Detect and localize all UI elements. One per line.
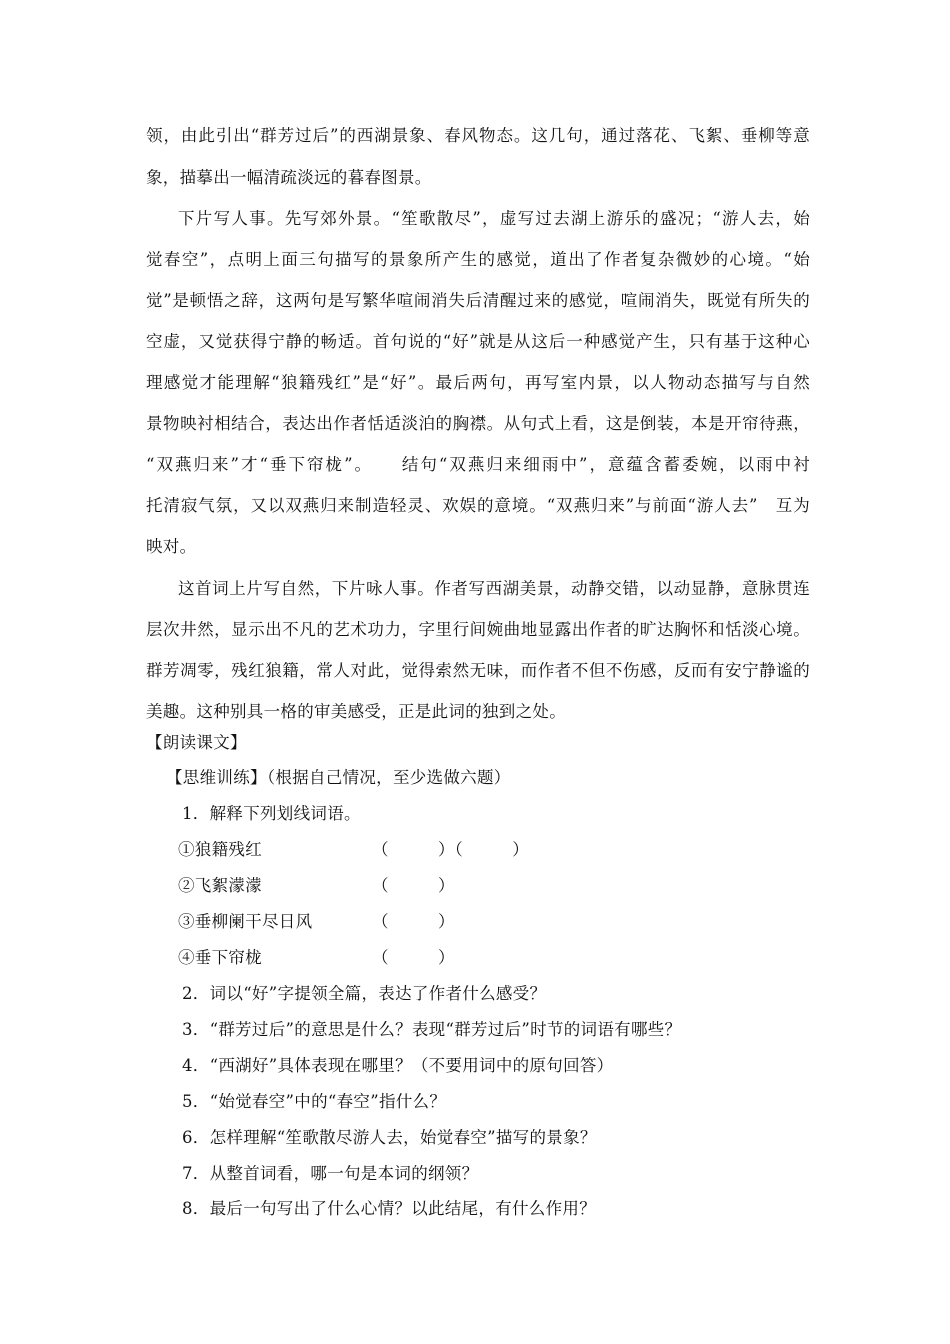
- vocab-item-label: ③垂柳阑干尽日风: [178, 912, 313, 931]
- answer-blank: （ ）（ ）: [372, 840, 529, 859]
- question-4: 4．“西湖好”具体表现在哪里？（不要用词中的原句回答）: [182, 1056, 614, 1075]
- paragraph-line: 映对。: [146, 537, 197, 556]
- answer-blank: （ ）: [372, 912, 455, 931]
- section-think-note: （根据自己情况，至少选做六题）: [266, 768, 511, 787]
- paragraph-line: 象，描摹出一幅清疏淡远的暮春图景。: [146, 168, 432, 187]
- section-think-title: 【思维训练】: [166, 768, 267, 787]
- vocab-item-label: ①狼籍残红: [178, 840, 262, 859]
- section-heading-think: [166, 766, 830, 790]
- question-6: 6．怎样理解“笙歌散尽游人去，始觉春空”描写的景象？: [182, 1128, 597, 1147]
- paragraph-line: 群芳凋零，残红狼籍，常人对此，觉得索然无味，而作者不但不伤感，反而有安宁静谧的: [146, 661, 810, 680]
- question-2: 2．词以“好”字提领全篇，表达了作者什么感受？: [182, 984, 547, 1003]
- question-7: 7．从整首词看，哪一句是本词的纲领？: [182, 1164, 479, 1183]
- vocab-item-label: ②飞絮濛濛: [178, 876, 262, 895]
- paragraph-line: 领，由此引出“群芳过后”的西湖景象、春风物态。这几句，通过落花、飞絮、垂柳等意: [146, 126, 810, 145]
- paragraph-line: 理感觉才能理解“狼籍残红”是“好”。最后两句，再写室内景，以人物动态描写与自然: [146, 373, 810, 392]
- paragraph-line: 空虚，又觉获得宁静的畅适。首句说的“好”就是从这后一种感觉产生，只有基于这种心: [146, 332, 810, 351]
- question-8: 8．最后一句写出了什么心情？以此结尾，有什么作用？: [182, 1199, 596, 1218]
- paragraph-line: 觉春空”，点明上面三句描写的景象所产生的感觉，道出了作者复杂微妙的心境。“始: [146, 250, 810, 269]
- paragraph-line: 美趣。这种别具一格的审美感受，正是此词的独到之处。: [146, 702, 566, 721]
- paragraph-line: 下片写人事。先写郊外景。“笙歌散尽”，虚写过去湖上游乐的盛况；“游人去，始: [178, 209, 810, 228]
- paragraph-line: 景物映衬相结合，表达出作者恬适淡泊的胸襟。从句式上看，这是倒装，本是开帘待燕，: [146, 414, 810, 433]
- paragraph-line: 觉”是顿悟之辞，这两句是写繁华喧闹消失后清醒过来的感觉，喧闹消失，既觉有所失的: [146, 291, 810, 310]
- answer-blank: （ ）: [372, 876, 455, 895]
- question-1: 1．解释下列划线词语。: [182, 804, 361, 823]
- paragraph-line: “双燕归来”才“垂下帘栊”。 结句“双燕归来细雨中”，意蕴含蓄委婉，以雨中衬: [146, 455, 810, 474]
- section-heading-read: 【朗读课文】: [146, 733, 247, 752]
- paragraph-line: 这首词上片写自然，下片咏人事。作者写西湖美景，动静交错，以动显静，意脉贯连: [178, 579, 810, 598]
- answer-blank: （ ）: [372, 948, 455, 967]
- paragraph-line: 层次井然，显示出不凡的艺术功力，字里行间婉曲地显露出作者的旷达胸怀和恬淡心境。: [146, 620, 810, 639]
- vocab-item-label: ④垂下帘栊: [178, 948, 262, 967]
- question-3: 3．“群芳过后”的意思是什么？表现“群芳过后”时节的词语有哪些？: [182, 1020, 682, 1039]
- question-5: 5．“始觉春空”中的“春空”指什么？: [182, 1092, 447, 1111]
- paragraph-line: 托清寂气氛，又以双燕归来制造轻灵、欢娱的意境。“双燕归来”与前面“游人去” 互为: [146, 496, 810, 515]
